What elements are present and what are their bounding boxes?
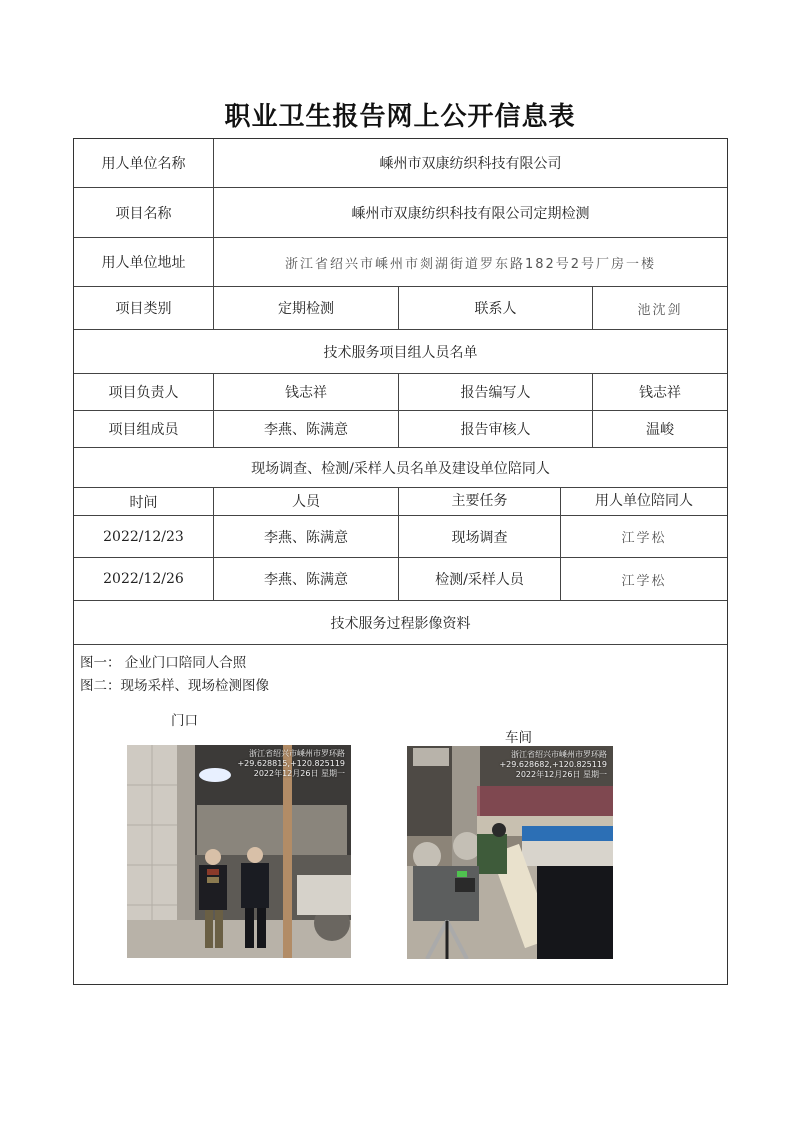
- row-staff: 李燕、陈满意: [213, 516, 398, 557]
- images-heading-row: [74, 601, 727, 645]
- caption-figure-2: 图二：现场采样、现场检测图像: [80, 678, 269, 694]
- contact-value: 池沈剑: [592, 287, 727, 329]
- writer-label: 报告编写人: [398, 374, 592, 410]
- reviewer-value: 温峻: [592, 411, 727, 447]
- company-label: 用人单位名称: [101, 156, 186, 172]
- stamp-coordinates: +29.628682,+120.825119: [499, 760, 607, 769]
- contact-label: 联系人: [398, 287, 592, 329]
- row-task: 现场调查: [398, 516, 560, 557]
- workshop-photo-stamp: [499, 750, 607, 780]
- project-value: 嵊州市双康纺织科技有限公司定期检测: [213, 188, 727, 237]
- survey-header-row: [74, 488, 727, 516]
- page-title: 职业卫生报告网上公开信息表: [224, 102, 576, 132]
- photo-label-workshop: 车间: [505, 730, 532, 746]
- workshop-photo: [407, 746, 613, 959]
- category-value: 定期检测: [213, 287, 398, 329]
- team-heading: 技术服务项目组人员名单: [323, 344, 478, 361]
- stamp-datetime: 2022年12月26日 星期一: [253, 769, 345, 778]
- members-value: 李燕、陈满意: [213, 411, 398, 447]
- project-row: [74, 188, 727, 238]
- address-row: [74, 238, 727, 287]
- company-value: 嵊州市双康纺织科技有限公司: [213, 139, 727, 187]
- address-value: 浙江省绍兴市嵊州市剡湖街道罗东路182号2号厂房一楼: [213, 238, 727, 286]
- address-label: 用人单位地址: [101, 255, 186, 271]
- reviewer-label: 报告审核人: [398, 411, 592, 447]
- survey-heading-row: [74, 448, 727, 488]
- team-heading-row: [74, 330, 727, 374]
- leader-value: 钱志祥: [213, 374, 398, 410]
- caption-figure-1: 图一： 企业门口陪同人合照: [80, 655, 247, 671]
- project-label: 项目名称: [115, 205, 172, 222]
- survey-heading: 现场调查、检测/采样人员名单及建设单位陪同人: [251, 460, 550, 477]
- row-task: 检测/采样人员: [398, 558, 560, 600]
- row-escort: 江学松: [560, 558, 727, 600]
- members-label: 项目组成员: [108, 422, 179, 438]
- photo-label-gate: 门口: [171, 713, 198, 729]
- writer-value: 钱志祥: [592, 374, 727, 410]
- company-row: [74, 139, 727, 188]
- col-header-staff: 人员: [213, 488, 398, 515]
- row-date: 2022/12/26: [103, 571, 184, 587]
- col-header-date: 时间: [129, 494, 158, 511]
- row-date: 2022/12/23: [103, 528, 184, 545]
- table-row: [74, 558, 727, 601]
- stamp-location: 浙江省绍兴市嵊州市罗环路: [249, 749, 345, 758]
- info-table: [73, 138, 728, 985]
- leader-label: 项目负责人: [108, 385, 179, 401]
- images-area: [74, 645, 727, 986]
- stamp-location: 浙江省绍兴市嵊州市罗环路: [511, 750, 607, 759]
- category-label: 项目类别: [115, 301, 172, 317]
- leader-row: [74, 374, 727, 411]
- col-header-task: 主要任务: [398, 488, 560, 515]
- stamp-datetime: 2022年12月26日 星期一: [515, 770, 607, 779]
- gate-photo: [127, 745, 351, 958]
- table-row: [74, 516, 727, 558]
- category-row: [74, 287, 727, 330]
- members-row: [74, 411, 727, 448]
- row-staff: 李燕、陈满意: [213, 558, 398, 600]
- stamp-coordinates: +29.628815,+120.825119: [237, 759, 345, 768]
- gate-photo-stamp: [237, 749, 345, 779]
- row-escort: 江学松: [560, 516, 727, 557]
- col-header-escort: 用人单位陪同人: [560, 488, 727, 515]
- images-heading: 技术服务过程影像资料: [330, 615, 471, 632]
